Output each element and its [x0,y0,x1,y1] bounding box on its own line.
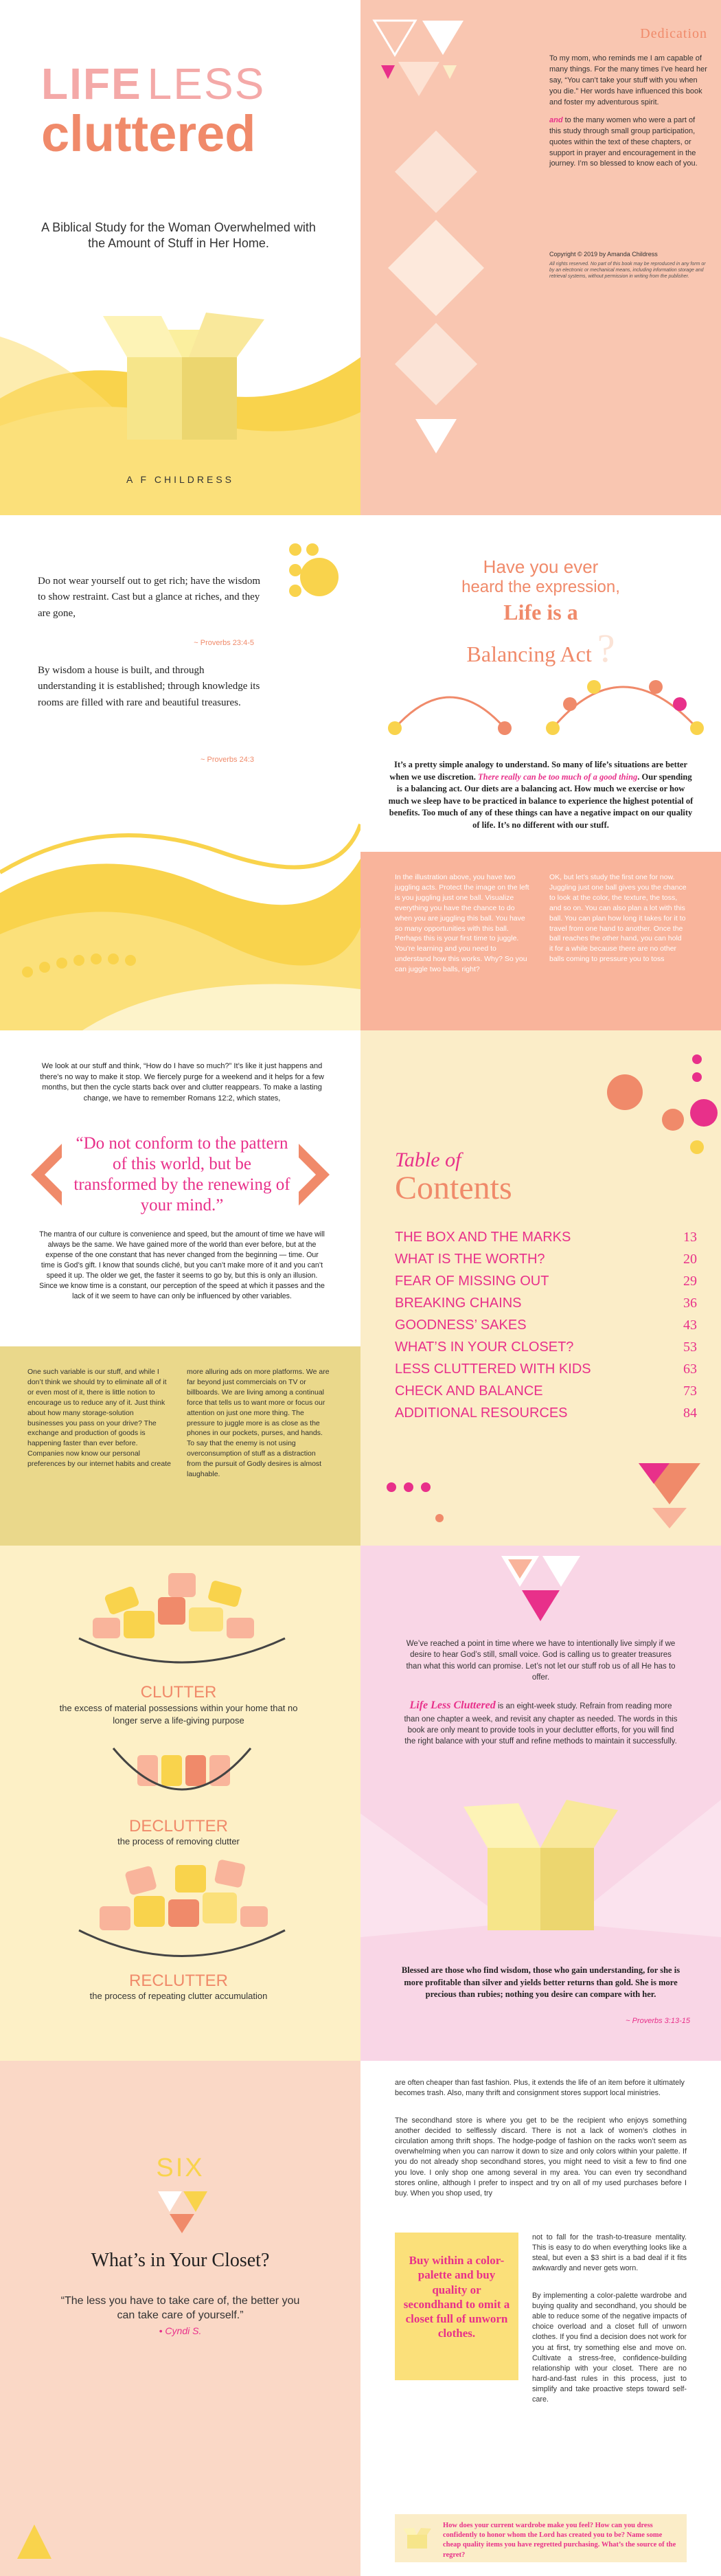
toc-entry[interactable]: GOODNESS’ SAKES 43 [395,1318,697,1333]
pullquote: Buy within a color-palette and buy quality or secondhand to omit a closet full of unworn clothes. [403,2254,510,2340]
wave-art [0,811,360,1030]
cover-author: A F CHILDRESS [126,474,235,485]
juggling-illustration [374,646,711,749]
toc-entry[interactable]: WHAT’S IN YOUR CLOSET? 53 [395,1340,697,1355]
closet-para2: The secondhand store is where you get to be the recipient who enjoys something another decided to selflessly discard. There is not a lack of women’s clothes in circulation among thrift shops. The hodge-podge of fashion on the racks won’t seem as overwhelming when you can narrow it down to size and only colors within your palette. If you do not already shop secondhand stores, you might need to visit a few to find one you love. I only shop one among several in my area. You can even try secondhand stores online, although I prefer to inspect and try on all of my used purchases before I buy. When you shop used, try [395,2116,687,2197]
toc-entry[interactable]: ADDITIONAL RESOURCES 84 [395,1405,697,1421]
def-reclutter [34,1971,323,2001]
dedication-and: and [549,115,563,124]
definitions-page [0,1546,360,2061]
declutter-bowl-art [100,1741,264,1810]
dot-column [282,536,350,611]
def-term: RECLUTTER [128,1971,228,1990]
romans-quote: “Do not conform to the pattern of this world, but be transformed by the renewing of your mind.” [73,1134,290,1214]
intro-page [360,1546,721,2061]
dedication-body [549,54,707,170]
closet-page [360,2061,721,2576]
triangle-pattern [367,14,470,103]
toc-list [395,1230,697,1427]
closet-para4: By implementing a color-palette wardrobe and buying quality and secondhand, you should be able to reduce some of the negative impacts of choice overload and a closet full of unworn clothes. If you find a decision does not work for you at first, try something else and move on. Cultivate a stress-free, confidence-building relationship with your closet. There are no hard-and-fast rules in this process, just to simplify and take proactive steps toward self-care. [532,2292,687,2404]
clutter-bowl-art [65,1570,299,1673]
dedication-para1: To my mom, who reminds me I am capable of many things. For the many times I’ve heard her say, “You can’t take your stuff with you when you die.” Her words have influenced this book and foster my adventurous spirit. [549,54,707,106]
cover-page [0,0,360,515]
cover-title-life: LIFE [41,59,142,109]
def-term: CLUTTER [140,1683,217,1702]
emphasis: There really can be too much of a good thing [477,771,638,782]
mindset-para2: The mantra of our culture is convenience and speed, but the amount of time we have will always be the same. We have gained more of the world than ever before, but at the expense of the one constant that has never changed from the beginning — time. Our time is God’s gift. I know that sounds cliché, but you can’t make more of it and you can’t speed it up. The older we get, the faster it seems to go by, but this is only an illusion. Since we know time is a constant, our perception of the speed at which it passes and the lack of it we seem to have can only be influenced by other variables. [39,1230,325,1301]
rights: All rights reserved. No part of this book may be reproduced in any form or by an electronic or mechanical means, including information storage and retrieval systems, without permission in writing from the publisher. [549,262,706,280]
toc-title [395,1149,512,1205]
diamond-pattern [367,103,505,488]
intro-ref: ~ Proverbs 3:13-15 [626,2017,690,2025]
dots-bottom [374,1453,457,1528]
closet-para3: not to fall for the trash-to-treasure mentality. This is easy to do when everything looks like a steal, but even a $3 shirt is a bad deal if it fits awkwardly and never gets worn. [532,2233,687,2273]
balance-col-1: In the illustration above, you have two juggling acts. Protect the image on the left is you juggling just one ball. Visualize everything you have the chance to do when you are juggling this ball. You have so many opportunities with this ball. Perhaps this is your first time to juggle. You’re learning and you need to understand how this works. Why? So you can juggle two balls, right? [395,873,529,974]
toc-title-2: Contents [395,1170,512,1206]
mindset-page [0,1030,360,1546]
triangle-cluster [498,1552,584,1628]
dots-top [587,1044,718,1161]
verse-2: By wisdom a house is built, and through understanding it is established; through knowledge its rooms are filled with rare and beautiful treasures. [38,665,260,708]
chevron-left-icon [24,1144,65,1206]
pullquote-box [395,2233,518,2380]
copyright: Copyright © 2019 by Amanda Childress [549,251,658,258]
chevron-right-icon [295,1144,336,1206]
mindset-col-2: more alluring ads on more platforms. We are far beyond just commercials on TV or billboards. We are living among a continual force that tells us to want more or focus our attention on just one more thing. The pressure to juggle more is as close as the phones in our pockets, purses, and hands. To say that the enemy is not using overconsumption of stuff as a distraction from the pursuit of Godly desires is almost laughable. [187,1368,330,1479]
toc-entry[interactable]: WHAT IS THE WORTH? 20 [395,1252,697,1267]
intro-para2: Life Less Cluttered is an eight-week study. Refrain from reading more than one chapter a week, and revisit any chapter as needed. The words in this book are only meant to provide tools in your declutter efforts, for you will find the right balance with your stuff and refine methods to maintain it successfully. [404,1699,678,1746]
verse-1: Do not wear yourself out to get rich; have the wisdom to show restraint. Cast but a glance at riches, and they are gone, [38,576,261,619]
toc-entry[interactable]: CHECK AND BALANCE 73 [395,1383,697,1399]
toc-title-1: Table of [395,1149,461,1171]
toc-entry[interactable]: THE BOX AND THE MARKS 13 [395,1230,697,1245]
box-icon [402,2527,433,2551]
toc-entry[interactable]: FEAR OF MISSING OUT 29 [395,1274,697,1289]
balancing-page [360,515,721,1030]
chapter-attrib: • Cyndi S. [159,2325,202,2336]
book-title-inline: Life Less Cluttered [409,1699,496,1711]
def-text: the excess of material possessions within your home that no longer serve a life-giving purpose [59,1703,298,1726]
toc-page [360,1030,721,1546]
ref-1: ~ Proverbs 23:4-5 [194,639,254,647]
dedication-para2: and to the many women who were a part of this study through small group participation, quotes within the text of these chapters, or support in prayer and encouragement in the journey. I’m so blessed to know each of you. [549,115,698,168]
def-text: the process of repeating clutter accumulation [89,1991,268,2001]
chapter-title: What’s in Your Closet? [91,2250,270,2271]
reflection-prompt: How does your current wardrobe make you feel? How can you dress confidently to honor whom the Lord has created you to be? Name some cheap quality items you have regretted purchasing. What’s the source of the regret? [443,2522,676,2559]
balance-heading-4: Balancing Act ? [466,626,615,670]
intro-para1: We’ve reached a point in time where we have to intentionally live simply if we desire to hear God’s still, small voice. God is calling us to greater treasures than what this world can promise. Let’s not let our stuff rob us of all He has to offer. [406,1640,676,1682]
balance-columns [360,852,721,1030]
dedication-page [360,0,721,515]
balance-col-2: OK, but let’s study the first one for now. Juggling just one ball gives you the chance to look at the color, the texture, the toss, and so on. You can also plan a lot with this ball. You can plan how long it takes for it to travel from one hand to another. Once the ball reaches the other hand, you can hold it for a while because there are no other balls coming to pressure you to toss [549,873,687,964]
def-declutter [48,1817,309,1846]
cover-title [41,59,330,162]
chapter-triangles [154,2188,209,2236]
intro-verse: Blessed are those who find wisdom, those who gain understanding, for she is more profitable than silver and yields better returns than gold. She is more precious than rubies; nothing you desire can compare with her. [401,1965,680,1999]
balance-heading-2: heard the expression, [461,578,620,596]
balance-body: It’s a pretty simple analogy to understand. So many of life’s situations are better when we use discretion. There really can be too much of a good thing. Our spending is a balancing act. Our diets are a balancing act. How much we exercise or how much we sleep have to be practiced in balance to experience the highest potential of benefits. Too much of any of these things can have a negative impact on our quality of life. It’s no different with our stuff. [388,760,694,830]
cover-subtitle: A Biblical Study for the Woman Overwhelmed with the Amount of Stuff in Her Home. [41,221,316,250]
proverbs-page [0,515,360,1030]
ref-2: ~ Proverbs 24:3 [201,756,254,764]
chapter-bottom-triangles [14,2521,55,2562]
cover-title-cluttered: cluttered [41,105,256,162]
def-term: DECLUTTER [128,1817,228,1835]
dedication-heading: Dedication [640,26,707,41]
balance-heading-3: Life is a [503,600,578,624]
balance-heading-1: Have you ever [483,556,599,577]
reflection-box [395,2514,687,2562]
mindset-para1: We look at our stuff and think, “How do I have so much?” It’s like it just happens and there’s no way to make it stop. We fiercely purge for a weekend and it helps for a few months, but then the cycle starts back over and clutter reappears. To make a lasting change, we have to remember Romans 12:2, which states, [40,1062,324,1103]
chapter-six-page [0,2061,360,2576]
box-illustration [360,1772,721,1937]
triangles-bottom [632,1456,707,1532]
cover-title-less: LESS [147,59,266,109]
closet-para1: are often cheaper than fast fashion. Plus, it extends the life of an item before it ultimately becomes trash. Also, many thrift and consignment stores support local ministries. [395,2079,685,2098]
mindset-col-1: One such variable is our stuff, and while I don’t think we should try to eliminate all of it or even most of it, there is little notion to encourage us to reduce any of it. Just think about how many storage-solution businesses you pass on your drive? The exchange and production of goods is happening faster than ever before. Companies now know our personal preferences by our internet habits and create [27,1368,171,1469]
mindset-columns [0,1346,360,1546]
reclutter-bowl-art [65,1858,299,1968]
chapter-quote: “The less you have to take care of, the better you can take care of yourself.” [60,2295,300,2321]
def-clutter [48,1683,309,1726]
chapter-number: SIX [156,2154,205,2182]
def-text: the process of removing clutter [117,1836,240,1846]
toc-entry[interactable]: LESS CLUTTERED WITH KIDS 63 [395,1362,697,1377]
toc-entry[interactable]: BREAKING CHAINS 36 [395,1296,697,1311]
